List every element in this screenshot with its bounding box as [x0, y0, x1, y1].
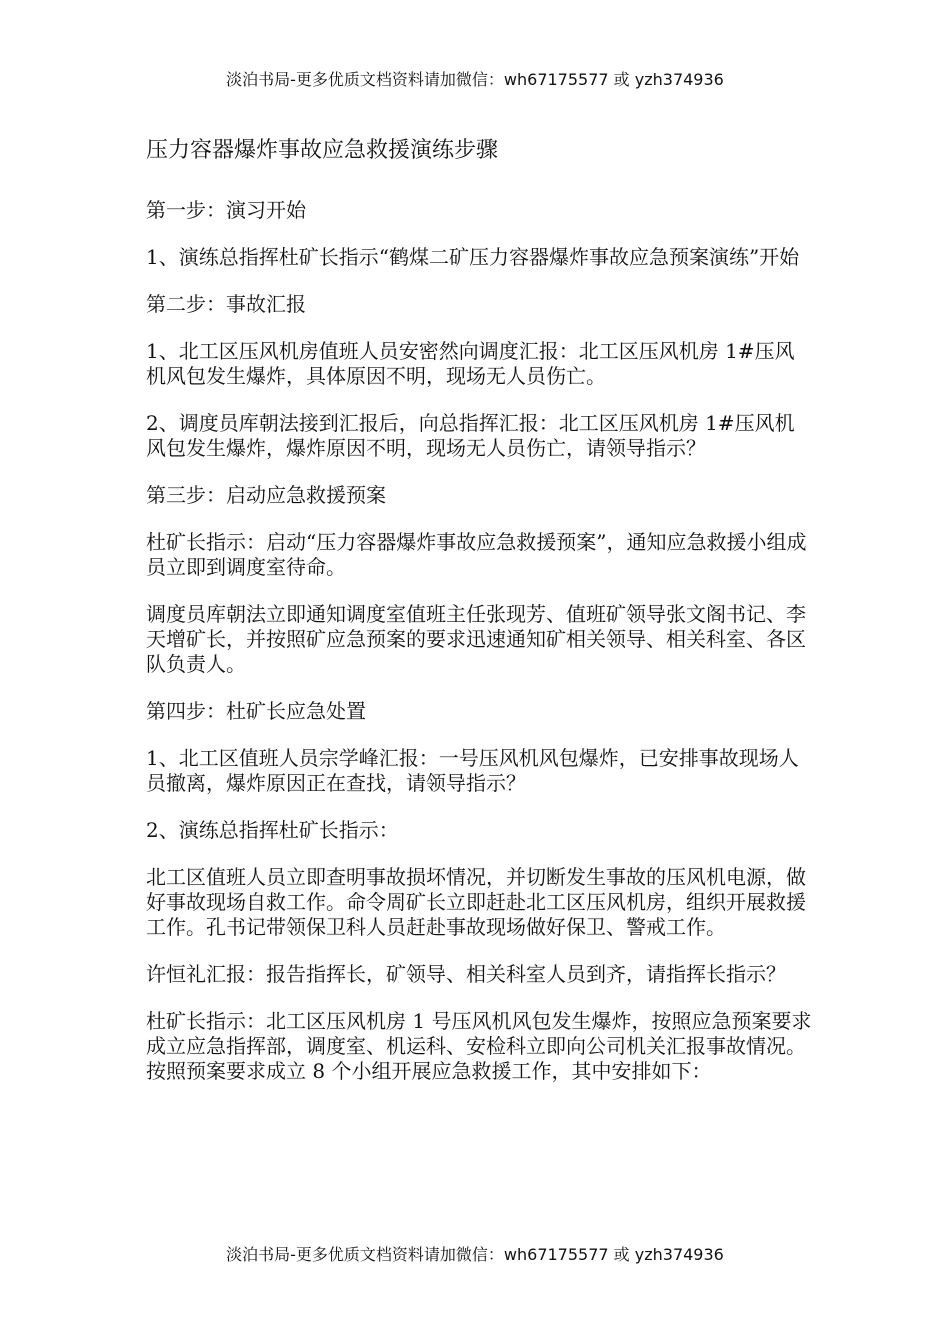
- paragraph: 1、演练总指挥杜矿长指示“鹤煤二矿压力容器爆炸事故应急预案演练”开始: [146, 245, 800, 269]
- document-title: 压力容器爆炸事故应急救援演练步骤: [146, 138, 499, 163]
- page-footer: 淡泊书局-更多优质文档资料请加微信：wh67175577 或 yzh374936: [226, 1245, 724, 1264]
- paragraph: 许恒礼汇报：报告指挥长，矿领导、相关科室人员到齐，请指挥长指示？: [146, 962, 786, 986]
- paragraph: 1、北工区压风机房值班人员安密然向调度汇报：北工区压风机房 1#压风机风包发生爆炸，具体原因不明，现场无人员伤亡。: [146, 339, 795, 388]
- paragraph: 2、演练总指挥杜矿长指示：: [146, 818, 399, 842]
- paragraph: 1、北工区值班人员宗学峰汇报：一号压风机风包爆炸，已安排事故现场人员撤离，爆炸原因正在查找，请领导指示？: [146, 746, 799, 795]
- step-2-heading: 第二步：事故汇报: [146, 292, 306, 316]
- paragraph: 2、调度员库朝法接到汇报后，向总指挥汇报：北工区压风机房 1#压风机风包发生爆炸，爆炸原因不明，现场无人员伤亡，请领导指示？: [146, 411, 795, 460]
- step-4-heading: 第四步：杜矿长应急处置: [146, 699, 366, 723]
- page-header: 淡泊书局-更多优质文档资料请加微信：wh67175577 或 yzh374936: [226, 70, 724, 89]
- paragraph: 调度员库朝法立即通知调度室值班主任张现芳、值班矿领导张文阁书记、李天增矿长，并按照矿应急预案的要求迅速通知矿相关领导、相关科室、各区队负责人。: [146, 602, 806, 676]
- paragraph: 杜矿长指示：启动“压力容器爆炸事故应急救援预案”，通知应急救援小组成员立即到调度室待命。: [146, 530, 807, 579]
- step-1-heading: 第一步：演习开始: [146, 198, 306, 222]
- step-3-heading: 第三步：启动应急救援预案: [146, 483, 386, 507]
- document-body: [146, 136, 812, 1106]
- paragraph: 北工区值班人员立即查明事故损坏情况，并切断发生事故的压风机电源，做好事故现场自救工作。命令周矿长立即赶赴北工区压风机房，组织开展救援工作。孔书记带领保卫科人员赶赴事故现场做好保卫、警戒工作。: [146, 865, 806, 939]
- paragraph: 杜矿长指示：北工区压风机房 1 号压风机风包发生爆炸，按照应急预案要求成立应急指挥部，调度室、机运科、安检科立即向公司机关汇报事故情况。按照预案要求成立 8 个小组开展应急救援工作，其中安排如下：: [146, 1009, 812, 1083]
